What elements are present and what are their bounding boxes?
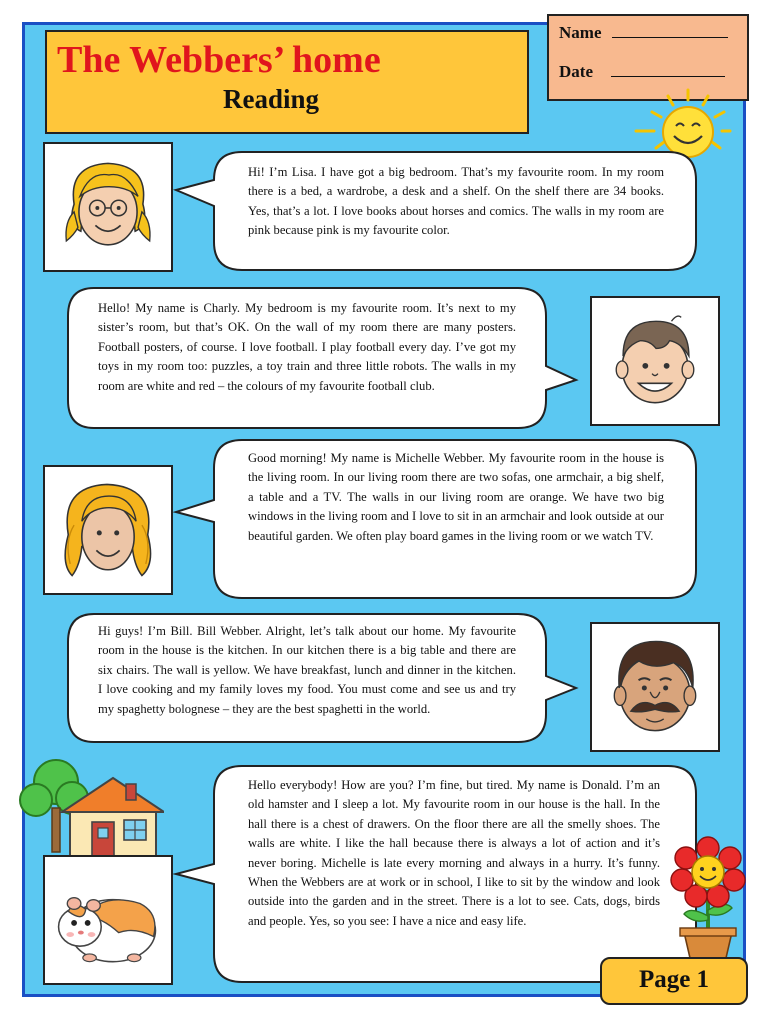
portrait-donald [43, 855, 173, 985]
man-face-icon [592, 624, 718, 750]
name-blank[interactable] [612, 23, 728, 38]
date-blank[interactable] [611, 62, 725, 77]
portrait-charly [590, 296, 720, 426]
date-label: Date [559, 62, 593, 81]
page-title: The Webbers’ home [57, 39, 381, 81]
bubble-text-charly: Hello! My name is Charly. My bedroom is my favourite room. It’s next to my sister’s room, but that’s OK. On the wall of my room there are many posters. Football posters, of course. I love football. I play football every day. I’ve got my toys in my room too: puzzles, a toy train and three little robots. The walls in my room are white and red – the colours of my favourite football club. [98, 301, 516, 393]
speech-bubble-donald [172, 764, 702, 986]
boy-face-icon [592, 298, 718, 424]
flower-icon [660, 836, 756, 960]
house-icon [14, 756, 164, 860]
hamster-icon [45, 857, 171, 983]
date-row [559, 62, 725, 82]
bubble-text-michelle: Good morning! My name is Michelle Webber. My favourite room in the house is the living room. In our living room there are two sofas, one armchair, a big shelf, a table and a TV. The walls in our living room are orange. We have two big windows in the living room and I love to sit in an armchair and look outside at our beautiful garden. We often play board games in the living room or we watch TV. [248, 451, 664, 543]
speech-bubble-bill [66, 612, 580, 744]
girl-face-icon [45, 144, 171, 270]
portrait-michelle [43, 465, 173, 595]
name-row [559, 23, 728, 43]
woman-face-icon [45, 467, 171, 593]
speech-bubble-michelle [172, 438, 702, 602]
page-number: Page 1 [638, 966, 710, 993]
page-number-box [600, 957, 748, 1005]
speech-bubble-lisa [172, 150, 702, 274]
bubble-text-donald: Hello everybody! How are you? I’m fine, but tired. My name is Donald. I’m an old hamster and I sleep a lot. My favourite room in our house is the hall. In the hall there is a chest of drawers. On the floor there are all the smelly shoes. The walls are white. I like the hall because there is always a lot of action and it’s never boring. Michelle is late every morning and always in a hurry. It’s funny. When the Webbers are at work or in school, I like to sit by the window and look outside into the garden and in the street. There is a lot to see. Cats, dogs, birds and people. Yes, so you see: I have a nice and easy life. [248, 778, 660, 928]
bubble-text-bill: Hi guys! I’m Bill. Bill Webber. Alright, let’s talk about our home. My favourite room in the house is the kitchen. In our kitchen there is a big table and there are six chairs. The wall is yellow. We have breakfast, lunch and dinner in the kitchen. I love cooking and my family loves my food. You must come and see us and try my spaghetty bolognese – they are the best spaghetti in the world. [98, 624, 516, 716]
bubble-text-lisa: Hi! I’m Lisa. I have got a big bedroom. That’s my favourite room. In my room there is a bed, a wardrobe, a desk and a shelf. On the shelf there are 34 books. Yes, that’s a lot. I love books about horses and comics. The walls in my room are pink because pink is my favourite color. [248, 165, 664, 238]
page-subtitle: Reading [223, 84, 320, 114]
portrait-bill [590, 622, 720, 752]
speech-bubble-charly [66, 286, 580, 430]
portrait-lisa [43, 142, 173, 272]
title-box [45, 30, 529, 134]
name-label: Name [559, 23, 602, 42]
